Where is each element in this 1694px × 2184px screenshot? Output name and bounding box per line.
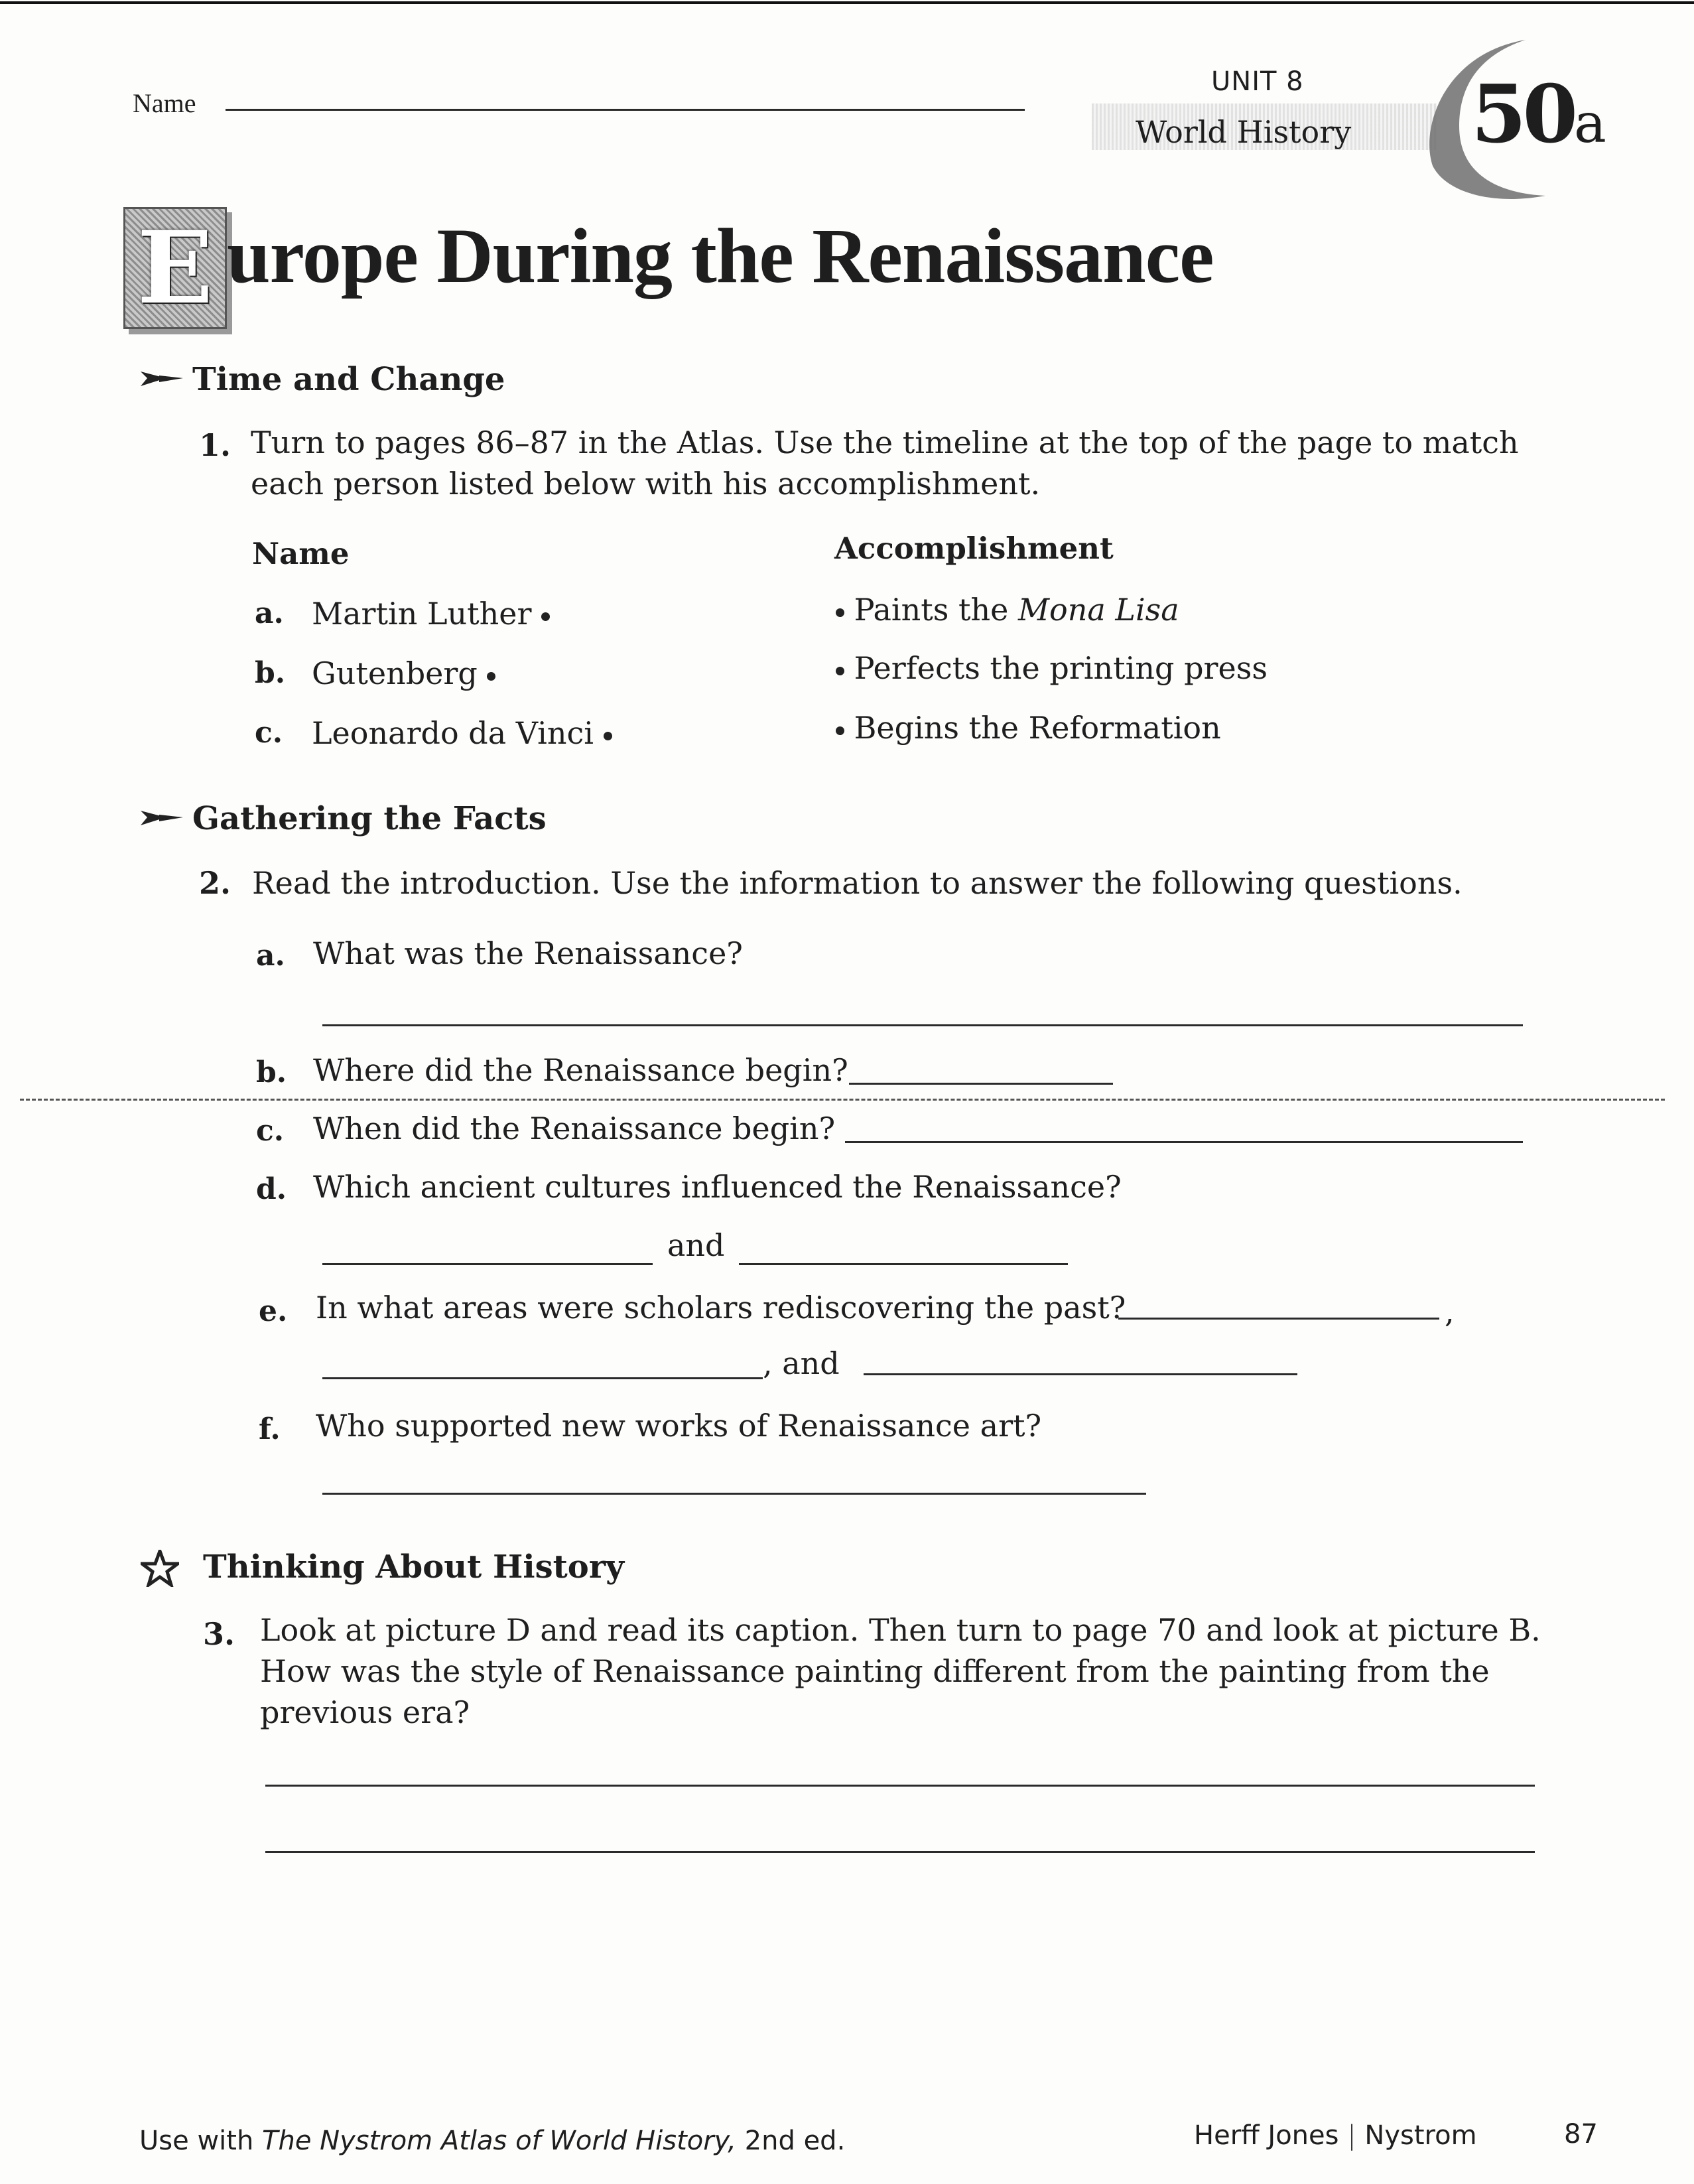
- q3-answer-line-2[interactable]: [265, 1851, 1535, 1853]
- question-3-line-2: How was the style of Renaissance painting different from the painting from the: [260, 1653, 1490, 1689]
- section-heading-time-and-change: Time and Change: [192, 361, 505, 398]
- person-b-letter: b.: [255, 656, 286, 690]
- page-number: 87: [1564, 2119, 1598, 2150]
- dropcap-letter: E: [137, 210, 214, 326]
- column-header-name: Name: [252, 536, 350, 571]
- q3-answer-line-1[interactable]: [265, 1785, 1535, 1787]
- match-dot-left[interactable]: [487, 672, 495, 681]
- question-2-number: 2.: [199, 865, 231, 901]
- section-arrow-icon: [139, 369, 186, 390]
- q2a-letter: a.: [256, 939, 285, 973]
- publisher-name-b: Nystrom: [1364, 2120, 1477, 2151]
- match-dot-right[interactable]: [836, 726, 844, 735]
- unit-label: UNIT 8: [1211, 66, 1304, 97]
- person-b-name-text: Gutenberg: [312, 655, 478, 691]
- person-c-name: [312, 713, 612, 754]
- q2e-text: In what areas were scholars rediscovering the past?: [316, 1290, 1126, 1326]
- footer-book-title: The Nystrom Atlas of World History,: [262, 2126, 736, 2156]
- q2e-answer-line-3[interactable]: [864, 1373, 1297, 1375]
- badge-number: 50: [1471, 68, 1574, 161]
- section-arrow-icon: [139, 808, 186, 829]
- person-c-name-text: Leonardo da Vinci: [312, 715, 594, 751]
- accomplishment-2: [836, 648, 1268, 689]
- section-heading-thinking-about-history: Thinking About History: [203, 1548, 624, 1586]
- q2a-answer-line[interactable]: [322, 1024, 1523, 1026]
- q2d-text: Which ancient cultures influenced the Renaissance?: [313, 1169, 1122, 1205]
- column-header-accomplishment: Accomplishment: [834, 531, 1114, 566]
- question-1-line-2: each person listed below with his accomplishment.: [251, 466, 1041, 502]
- footer-use-with: Use with: [139, 2126, 263, 2156]
- q2d-and: and: [667, 1227, 725, 1263]
- accomplishment-3-text: Begins the Reformation: [854, 710, 1221, 746]
- question-3-line-1: Look at picture D and read its caption. Then turn to page 70 and look at picture B.: [260, 1612, 1541, 1648]
- publisher-separator: |: [1347, 2120, 1356, 2151]
- q2f-answer-line[interactable]: [322, 1493, 1146, 1495]
- q2e-and: , and: [763, 1345, 840, 1381]
- q2e-answer-line-2[interactable]: [322, 1377, 763, 1379]
- badge-suffix: a: [1574, 92, 1606, 155]
- match-dot-right[interactable]: [836, 608, 844, 617]
- q2e-letter: e.: [259, 1294, 288, 1328]
- section-heading-gathering-the-facts: Gathering the Facts: [192, 800, 547, 837]
- q2f-letter: f.: [259, 1412, 281, 1446]
- name-input-line[interactable]: [226, 109, 1025, 111]
- match-dot-left[interactable]: [604, 732, 612, 740]
- footer-source: [139, 2126, 845, 2156]
- person-b-name: [312, 653, 495, 694]
- match-dot-right[interactable]: [836, 667, 844, 675]
- q2b-answer-line[interactable]: [849, 1083, 1113, 1085]
- match-dot-left[interactable]: [541, 612, 550, 621]
- question-1-line-1: Turn to pages 86–87 in the Atlas. Use the timeline at the top of the page to match: [251, 425, 1519, 460]
- subject-label: World History: [1136, 114, 1352, 150]
- accomplishment-1-text: Paints the: [854, 592, 1018, 628]
- q2b-letter: b.: [256, 1056, 287, 1089]
- q2e-answer-line-1[interactable]: [1118, 1318, 1439, 1320]
- page-title: urope During the Renaissance: [227, 212, 1214, 299]
- accomplishment-1: [836, 589, 1179, 630]
- paper-crease: [20, 1099, 1665, 1101]
- q2d-answer-line-1[interactable]: [322, 1263, 653, 1265]
- person-c-letter: c.: [255, 716, 283, 750]
- q2d-answer-line-2[interactable]: [739, 1263, 1068, 1265]
- question-1-number: 1.: [199, 427, 231, 463]
- footer-publisher: [1194, 2120, 1477, 2151]
- q2a-text: What was the Renaissance?: [313, 935, 743, 971]
- q2c-answer-line[interactable]: [845, 1141, 1523, 1143]
- question-2-text: Read the introduction. Use the information to answer the following questions.: [252, 865, 1463, 901]
- lesson-badge: [1471, 68, 1606, 161]
- star-icon: [141, 1550, 179, 1587]
- q2c-letter: c.: [256, 1114, 285, 1148]
- footer-edition: 2nd ed.: [736, 2126, 846, 2156]
- publisher-name-a: Herff Jones: [1194, 2120, 1339, 2151]
- accomplishment-2-text: Perfects the printing press: [854, 650, 1268, 686]
- q2d-letter: d.: [256, 1172, 287, 1206]
- question-3-line-3: previous era?: [260, 1694, 470, 1730]
- q2c-text: When did the Renaissance begin?: [313, 1111, 836, 1146]
- dropcap-box: [123, 207, 227, 329]
- person-a-letter: a.: [255, 596, 284, 630]
- top-border: [0, 1, 1694, 4]
- name-label: Name: [133, 88, 196, 118]
- person-a-name: [312, 593, 550, 634]
- person-a-name-text: Martin Luther: [312, 596, 532, 632]
- q2e-comma: ,: [1445, 1294, 1455, 1330]
- question-3-number: 3.: [203, 1616, 235, 1652]
- accomplishment-1-italic: Mona Lisa: [1017, 592, 1179, 628]
- q2b-text: Where did the Renaissance begin?: [313, 1052, 848, 1088]
- q2f-text: Who supported new works of Renaissance art?: [316, 1408, 1042, 1444]
- accomplishment-3: [836, 707, 1221, 748]
